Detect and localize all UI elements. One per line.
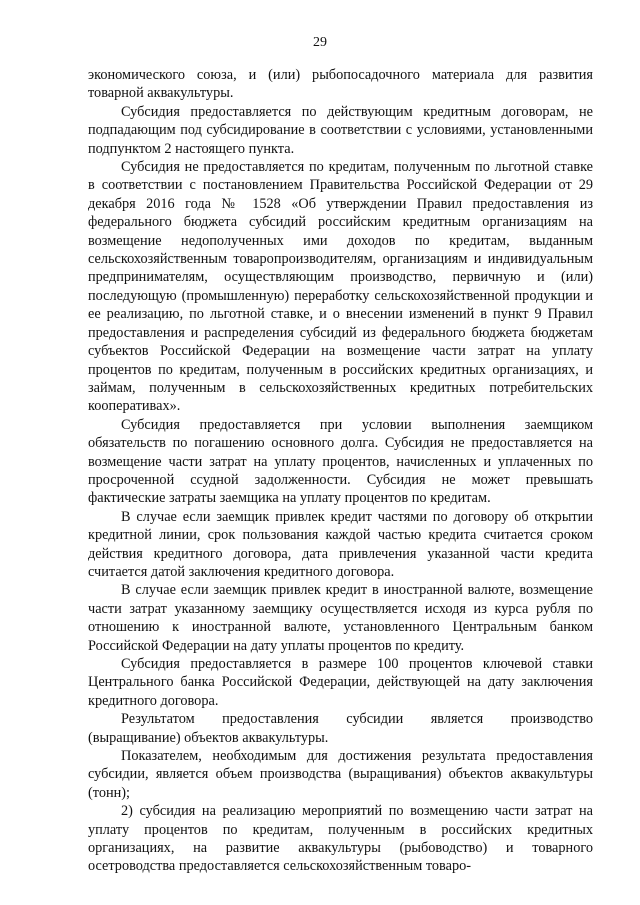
- paragraph-9: Показателем, необходимым для достижения результата предоставления субсидии, является объем производства (выращивания) объектов аквакультуры (тонн);: [88, 748, 593, 801]
- paragraph-3: Субсидия не предоставляется по кредитам, полученным по льготной ставке в соответствии с постановлением Правительства Российской Федерации от 29 декабря 2016 года № 1528 «Об утверждении Правил предоставления из федерального бюджета субсидий российским кредитным организациям на возмещение недополученных ими доходов по кредитам, выданным сельскохозяйственным товаропроизводителям, организациям и индивидуальным предпринимателям, осуществляющим производство, первичную и (или) последующую (промышленную) переработку сельскохозяйственной продукции и ее реализацию, по льготной ставке, и о внесении изменений в пункт 9 Правил предоставления и распределения субсидий из федерального бюджета бюджетам субъектов Российской Федерации на возмещение части затрат на уплату процентов по кредитам, полученным в российских кредитных организациях, и займам, полученным в сельскохозяйственных кредитных потребительских кооперативах».: [88, 159, 593, 415]
- document-body: [88, 66, 593, 876]
- paragraph-1: экономического союза, и (или) рыбопосадочного материала для развития товарной аквакультуры.: [88, 67, 593, 102]
- paragraph-7: Субсидия предоставляется в размере 100 процентов ключевой ставки Центрального банка Российской Федерации, действующей на дату заключения кредитного договора.: [88, 656, 593, 709]
- paragraph-8: Результатом предоставления субсидии является производство (выращивание) объектов аквакультуры.: [88, 711, 593, 746]
- page-number: 29: [313, 35, 327, 50]
- paragraph-5: В случае если заемщик привлек кредит частями по договору об открытии кредитной линии, срок пользования каждой частью кредита считается сроком действия кредитного договора, дата привлечения указанной части кредита считается датой заключения кредитного договора.: [88, 508, 593, 580]
- paragraph-2: Субсидия предоставляется по действующим кредитным договорам, не подпадающим под субсидирование в соответствии с условиями, установленными подпунктом 2 настоящего пункта.: [88, 103, 593, 157]
- paragraph-6: В случае если заемщик привлек кредит в иностранной валюте, возмещение части затрат указанному заемщику осуществляется исходя из курса рубля по отношению к иностранной валюте, установленного Центральным банком Российской Федерации на дату уплаты процентов по кредиту.: [88, 582, 593, 654]
- paragraph-4: Субсидия предоставляется при условии выполнения заемщиком обязательств по погашению основного долга. Субсидия не предоставляется на возмещение части затрат на уплату процентов, начисленных и уплаченных по просроченной ссудной задолженности. Субсидия не может превышать фактические затраты заемщика на уплату процентов по кредитам.: [88, 416, 593, 507]
- paragraph-10: 2) субсидия на реализацию мероприятий по возмещению части затрат на уплату процентов по кредитам, полученным в российских кредитных организациях, на развитие аквакультуры (рыбоводство) и товарного осетроводства предоставляется сельскохозяйственным товаро-: [88, 803, 593, 875]
